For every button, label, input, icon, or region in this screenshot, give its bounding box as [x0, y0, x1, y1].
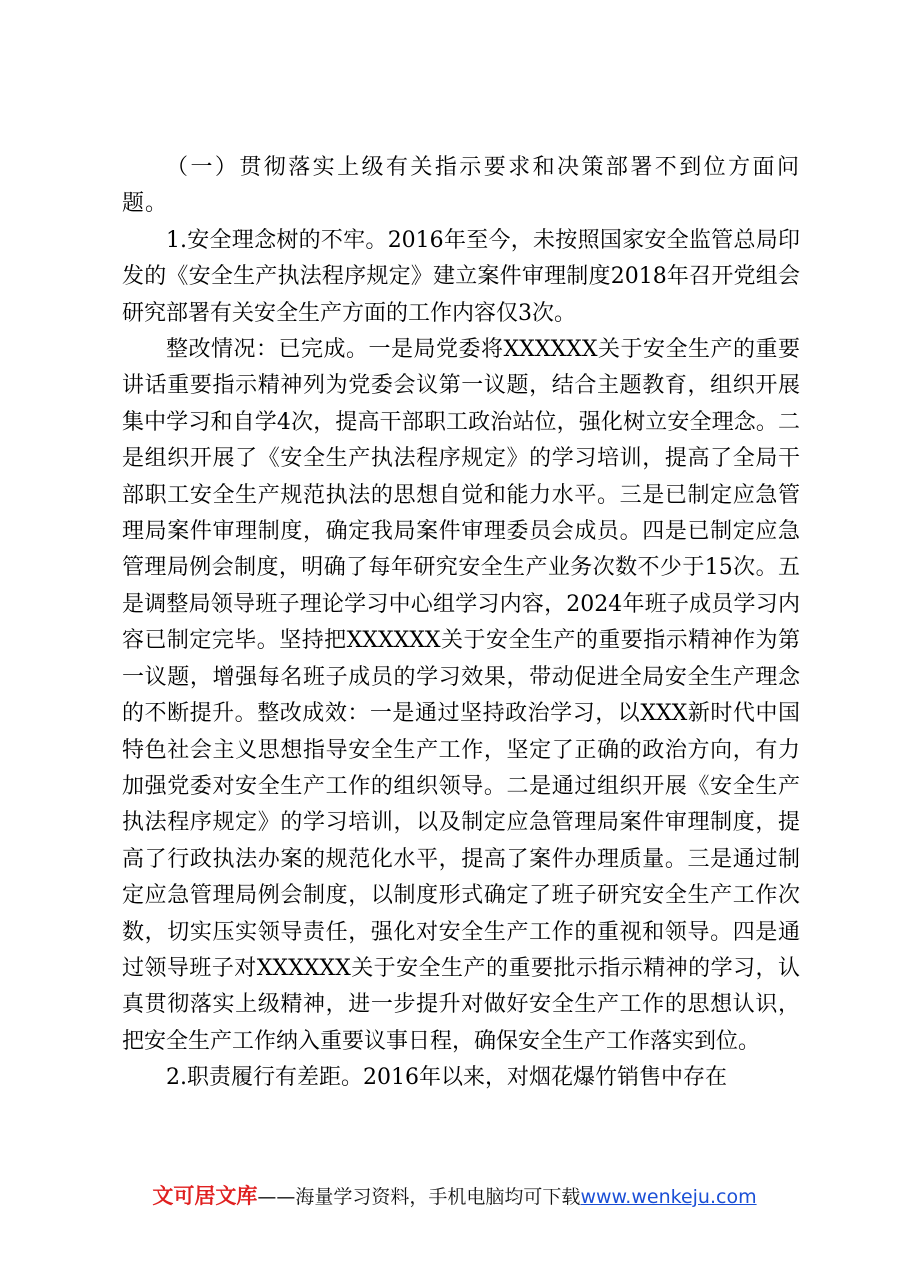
brand-name: 文可居文库	[152, 1184, 258, 1208]
section-heading: （一）贯彻落实上级有关指示要求和决策部署不到位方面问题。	[122, 155, 800, 217]
footer-tagline: ——海量学习资料，手机电脑均可下载	[257, 1186, 581, 1208]
issue-paragraph-1: 1.安全理念树的不牢。2016年至今，未按照国家安全监管总局印发的《安全生产执法程序规定》建立案件审理制度2018年召开党组会研究部署有关安全生产方面的工作内容仅3次。	[122, 227, 800, 326]
footer-banner	[0, 1182, 909, 1211]
website-link[interactable]: www.wenkeju.com	[580, 1186, 757, 1208]
rectification-paragraph: 整改情况：已完成。一是局党委将XXXXXX关于安全生产的重要讲话重要指示精神列为党委会议第一议题，结合主题教育，组织开展集中学习和自学4次，提高干部职工政治站位，强化树立安全理念。二是组织开展了《安全生产执法程序规定》的学习培训，提高了全局干部职工安全生产规范执法的思想自觉和能力水平。三是已制定应急管理局案件审理制度，确定我局案件审理委员会成员。四是已制定应急管理局例会制度，明确了每年研究安全生产业务次数不少于15次。五是调整局领导班子理论学习中心组学习内容，2024年班子成员学习内容已制定完毕。坚持把XXXXXX关于安全生产的重要指示精神作为第一议题，增强每名班子成员的学习效果，带动促进全局安全生产理念的不断提升。整改成效：一是通过坚持政治学习，以XXX新时代中国特色社会主义思想指导安全生产工作，坚定了正确的政治方向，有力加强党委对安全生产工作的组织领导。二是通过组织开展《安全生产执法程序规定》的学习培训，以及制定应急管理局案件审理制度，提高了行政执法办案的规范化水平，提高了案件办理质量。三是通过制定应急管理局例会制度，以制度形式确定了班子研究安全生产工作次数，切实压实领导责任，强化对安全生产工作的重视和领导。四是通过领导班子对XXXXXX关于安全生产的重要批示指示精神的学习，认真贯彻落实上级精神，进一步提升对做好安全生产工作的思想认识，把安全生产工作纳入重要议事日程，确保安全生产工作落实到位。	[122, 337, 800, 1054]
document-body	[122, 150, 800, 1097]
issue-paragraph-2: 2.职责履行有差距。2016年以来，对烟花爆竹销售中存在	[166, 1065, 727, 1091]
